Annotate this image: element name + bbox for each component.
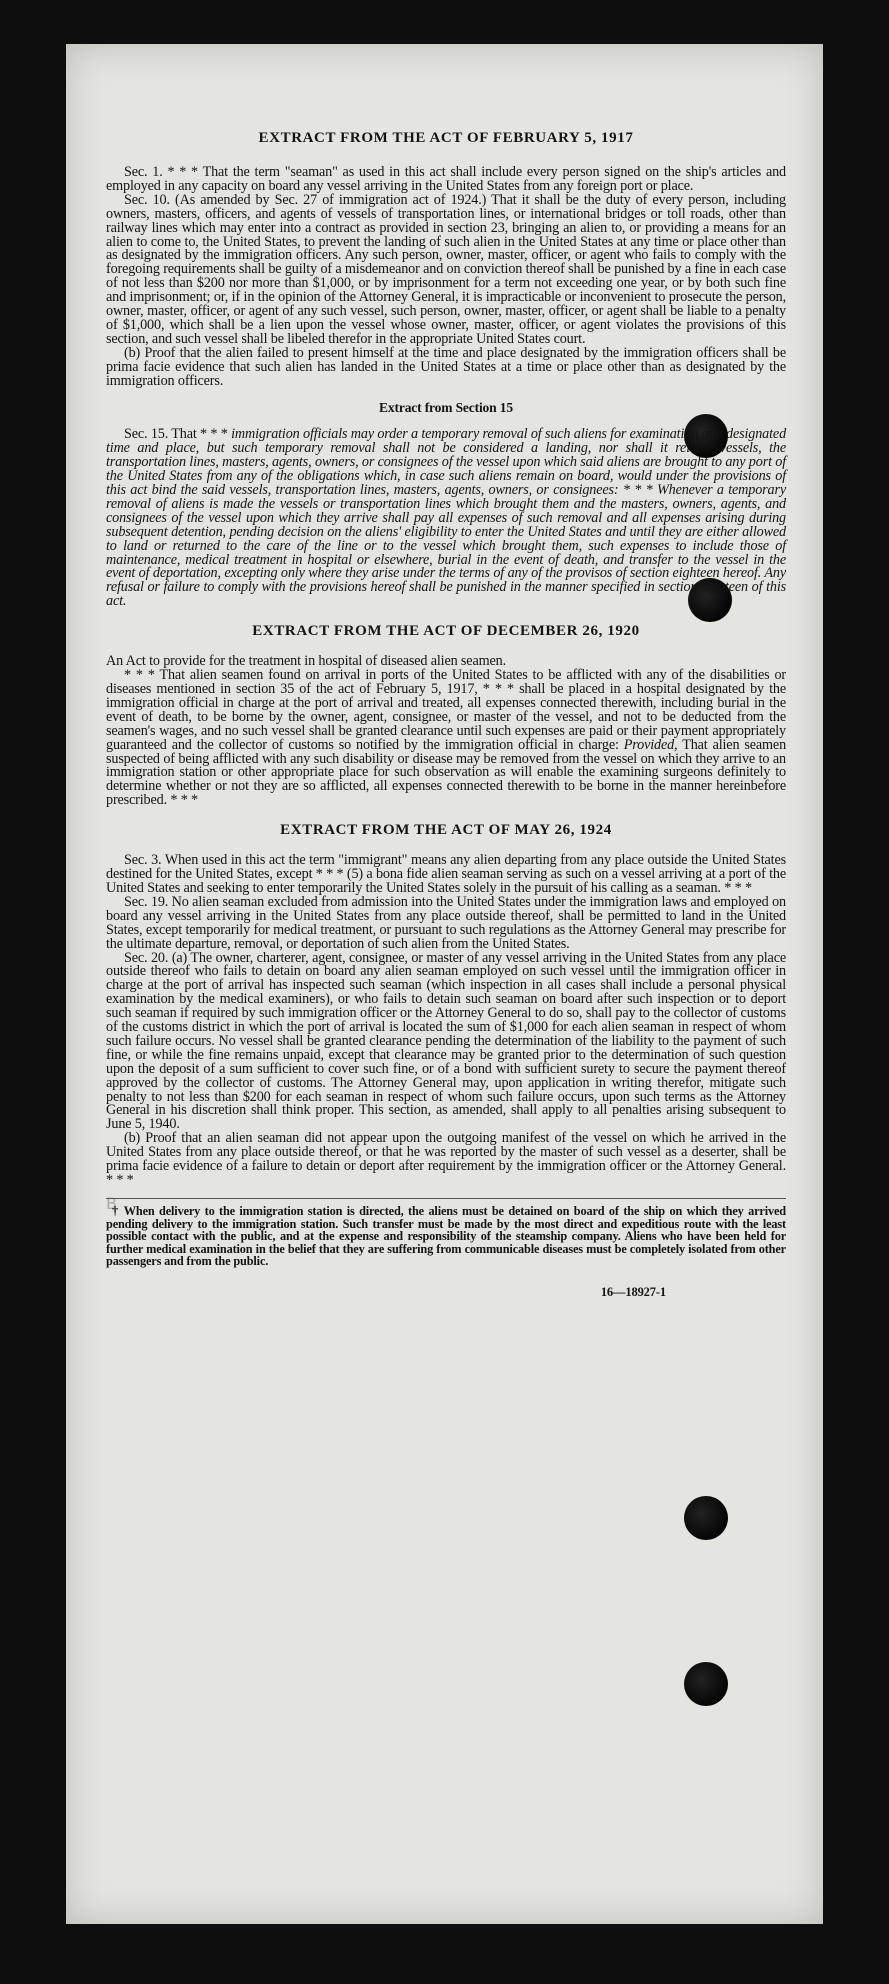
document-body [106,130,786,1300]
form-number: 16—18927-1 [600,1284,666,1299]
paragraph-sec-10: Sec. 10. (As amended by Sec. 27 of immigration act of 1924.) That it shall be the duty of every person, including owners, masters, officers, and agents of vessels of transportation lines, or international bridges or toll roads, other than railway lines which may enter into a contract as provided in section 23, bringing an alien to, or providing a means for an alien to come to, the United States, to prevent the landing of such alien in the United States at any time or place other than as designated by the immigration officers. Any such person, owner, master, officer, or agent who fails to comply with the foregoing requirements shall be guilty of a misdemeanor and on conviction thereof shall be punished by a fine in each case of not less than $200 nor more than $1,000, or by imprisonment for a term not exceeding one year, or by both such fine and imprisonment; or, if in the opinion of the Attorney General, it is impracticable or inconvenient to prosecute the person, owner, master, officer, or agent of any such vessel, such person, owner, master, officer, or agent shall be liable to a penalty of $1,000, which shall be a lien upon the vessel whose owner, master, officer, or agent violates the provisions of this section, and such vessel shall be libeled therefor in the appropriate United States court. [106,191,786,347]
paragraph-hospital-treatment [106,669,786,808]
paragraph-act-title: An Act to provide for the treatment in hospital of diseased alien seamen. [106,653,506,670]
punch-hole [684,1496,728,1540]
hospital-text-a: * * * That alien seamen found on arrival in ports of the United States to be afflicted with any of the disabilities or diseases mentioned in section 35 of the act of February 5, 1917, * * * shall be placed in a hospital designated by the immigration official in charge at the port of arrival and treated, all expenses connected therewith, including burial in the event of death, to be borne by the owner, agent, consignee, or master of the vessel, and not to be deducted from the seamen's wages, and no such vessel shall be granted clearance until such expenses are paid or their payment appropriately guaranteed and the collector of customs so notified by the immigration official in charge: [106,667,786,753]
paragraph-sec-19: Sec. 19. No alien seaman excluded from admission into the United States under the immigration laws and employed on board any vessel arriving in the United States from any place outside thereof, shall be permitted to land in the United States, except temporarily for medical treatment, or pursuant to such regulations as the Attorney General may prescribe for the ultimate departure, removal, or deportation of such alien from the United States. [106,893,786,952]
margin-note: B [106,1194,117,1213]
footnote [106,1198,786,1268]
sec-15-lead: Sec. 15. That * * * [124,426,232,443]
heading-act-1917: EXTRACT FROM THE ACT OF FEBRUARY 5, 1917 [258,130,634,146]
hospital-text-b: That alien seamen suspected of being afflicted with any such disability or disease may be removed from the vessel on which they arrive to an immigration station or other appropriate place for such observation as will enable the examining surgeons definitely to determine whether or not they are so afflicted, all expenses connected therewith to be borne in the manner hereinbefore prescribed. * * * [106,736,787,809]
heading-act-1924: EXTRACT FROM THE ACT OF MAY 26, 1924 [280,822,612,839]
paragraph-sec-20-a: Sec. 20. (a) The owner, charterer, agent, consignee, or master of any vessel arriving in the United States from any place outside thereof who fails to detain on board any alien seaman employed on such vessel until the immigration officer in charge at the port of arrival has inspected such seaman (which inspection in all cases shall include a personal physical examination by the medical examiners), or who fails to detain such seaman on board after such inspection or to deport such seaman if required by such immigration officer or the Attorney General to do so, shall pay to the collector of customs of the customs district in which the port of arrival is located the sum of $1,000 for each alien seaman in respect of whom such failure occurs. No vessel shall be granted clearance pending the determination of the liability to the payment of such fine, or while the fine remains unpaid, except that clearance may be granted prior to the determination of such question upon the deposit of a sum sufficient to cover such fine, or of a bond with sufficient surety to secure the payment thereof approved by the collector of customs. The Attorney General may, upon application in writing therefor, mitigate such penalty to not less than $200 for each seaman in respect of whom such failure occurs, upon such terms as the Attorney General in his discretion shall think proper. This section, as amended, shall apply to all penalties arising subsequent to June 5, 1940. [106,949,786,1133]
document-page [66,44,823,1924]
provided-word: Provided, [623,736,678,753]
paragraph-sec-3: Sec. 3. When used in this act the term "immigrant" means any alien departing from any place outside the United States destined for the United States, except * * * (5) a bona fide alien seaman serving as such on a vessel arriving at a port of the United States and seeking to enter temporarily the United States solely in the pursuit of his calling as a seaman. * * * [106,852,786,896]
footnote-text: † When delivery to the immigration station is directed, the aliens must be detained on board of the ship on which they arrived pending delivery to the immigration station. Such transfer must be made by the most direct and expeditious route with the least possible contact with the public, and at the expense and responsibility of the steamship company. Aliens who have been held for further medical examination in the belief that they are suffering from communicable diseases must be completely isolated from other passengers and from the public. [106,1203,786,1269]
subheading-section-15: Extract from Section 15 [379,399,513,415]
paragraph-sec-10-b: (b) Proof that the alien failed to present himself at the time and place designated by the immigration officers shall be prima facie evidence that such alien has landed in the United States at a time or place other than as designated by the immigration officers. [106,344,786,389]
heading-act-1920: EXTRACT FROM THE ACT OF DECEMBER 26, 1920 [252,623,640,640]
punch-hole [684,1662,728,1706]
sec-15-italic-text: immigration officials may order a temporary removal of such aliens for examination at a designated time and place, but such temporary removal shall not be considered a landing, nor shall it relieve vessels, the transportation lines, masters, agents, owners, or consignees of the vessel upon which said aliens are brought to any port of the United States from any of the obligations which, in case such aliens remain on board, would under the provisions of this act bind the said vessels, transportation lines, masters, agents, owners, or consignees: * * * Whenever a temporary removal of aliens is made the vessels or transportation lines which brought them and the masters, owners, agents, and consignees of the vessel upon which they arrive shall pay all expenses of such removal and all expenses arising during subsequent detention, pending decision on the aliens' eligibility to enter the United States and until they are either allowed to land or returned to the care of the line or to the vessel which brought them, such expenses to include those of maintenance, medical treatment in hospital or elsewhere, burial in the event of death, and transfer to the vessel in the event of deportation, excepting only where they arise under the terms of any of the provisos of section eighteen hereof. Any refusal or failure to comply with the provisions hereof shall be punished in the manner specified in section eighteen of this act. [106,426,787,610]
paragraph-sec-1: Sec. 1. * * * That the term "seaman" as used in this act shall include every person signed on the ship's articles and employed in any capacity on board any vessel arriving in the United States from any foreign port or place. [106,164,786,194]
paragraph-sec-20-b: (b) Proof that an alien seaman did not appear upon the outgoing manifest of the vessel on which he arrived in the United States from any place outside thereof, or that he was reported by the master of such vessel as a deserter, shall be prima facie evidence of a failure to detain or deport after requirement by the immigration officer or the Attorney General. * * * [106,1130,786,1188]
paragraph-sec-15 [106,428,786,609]
